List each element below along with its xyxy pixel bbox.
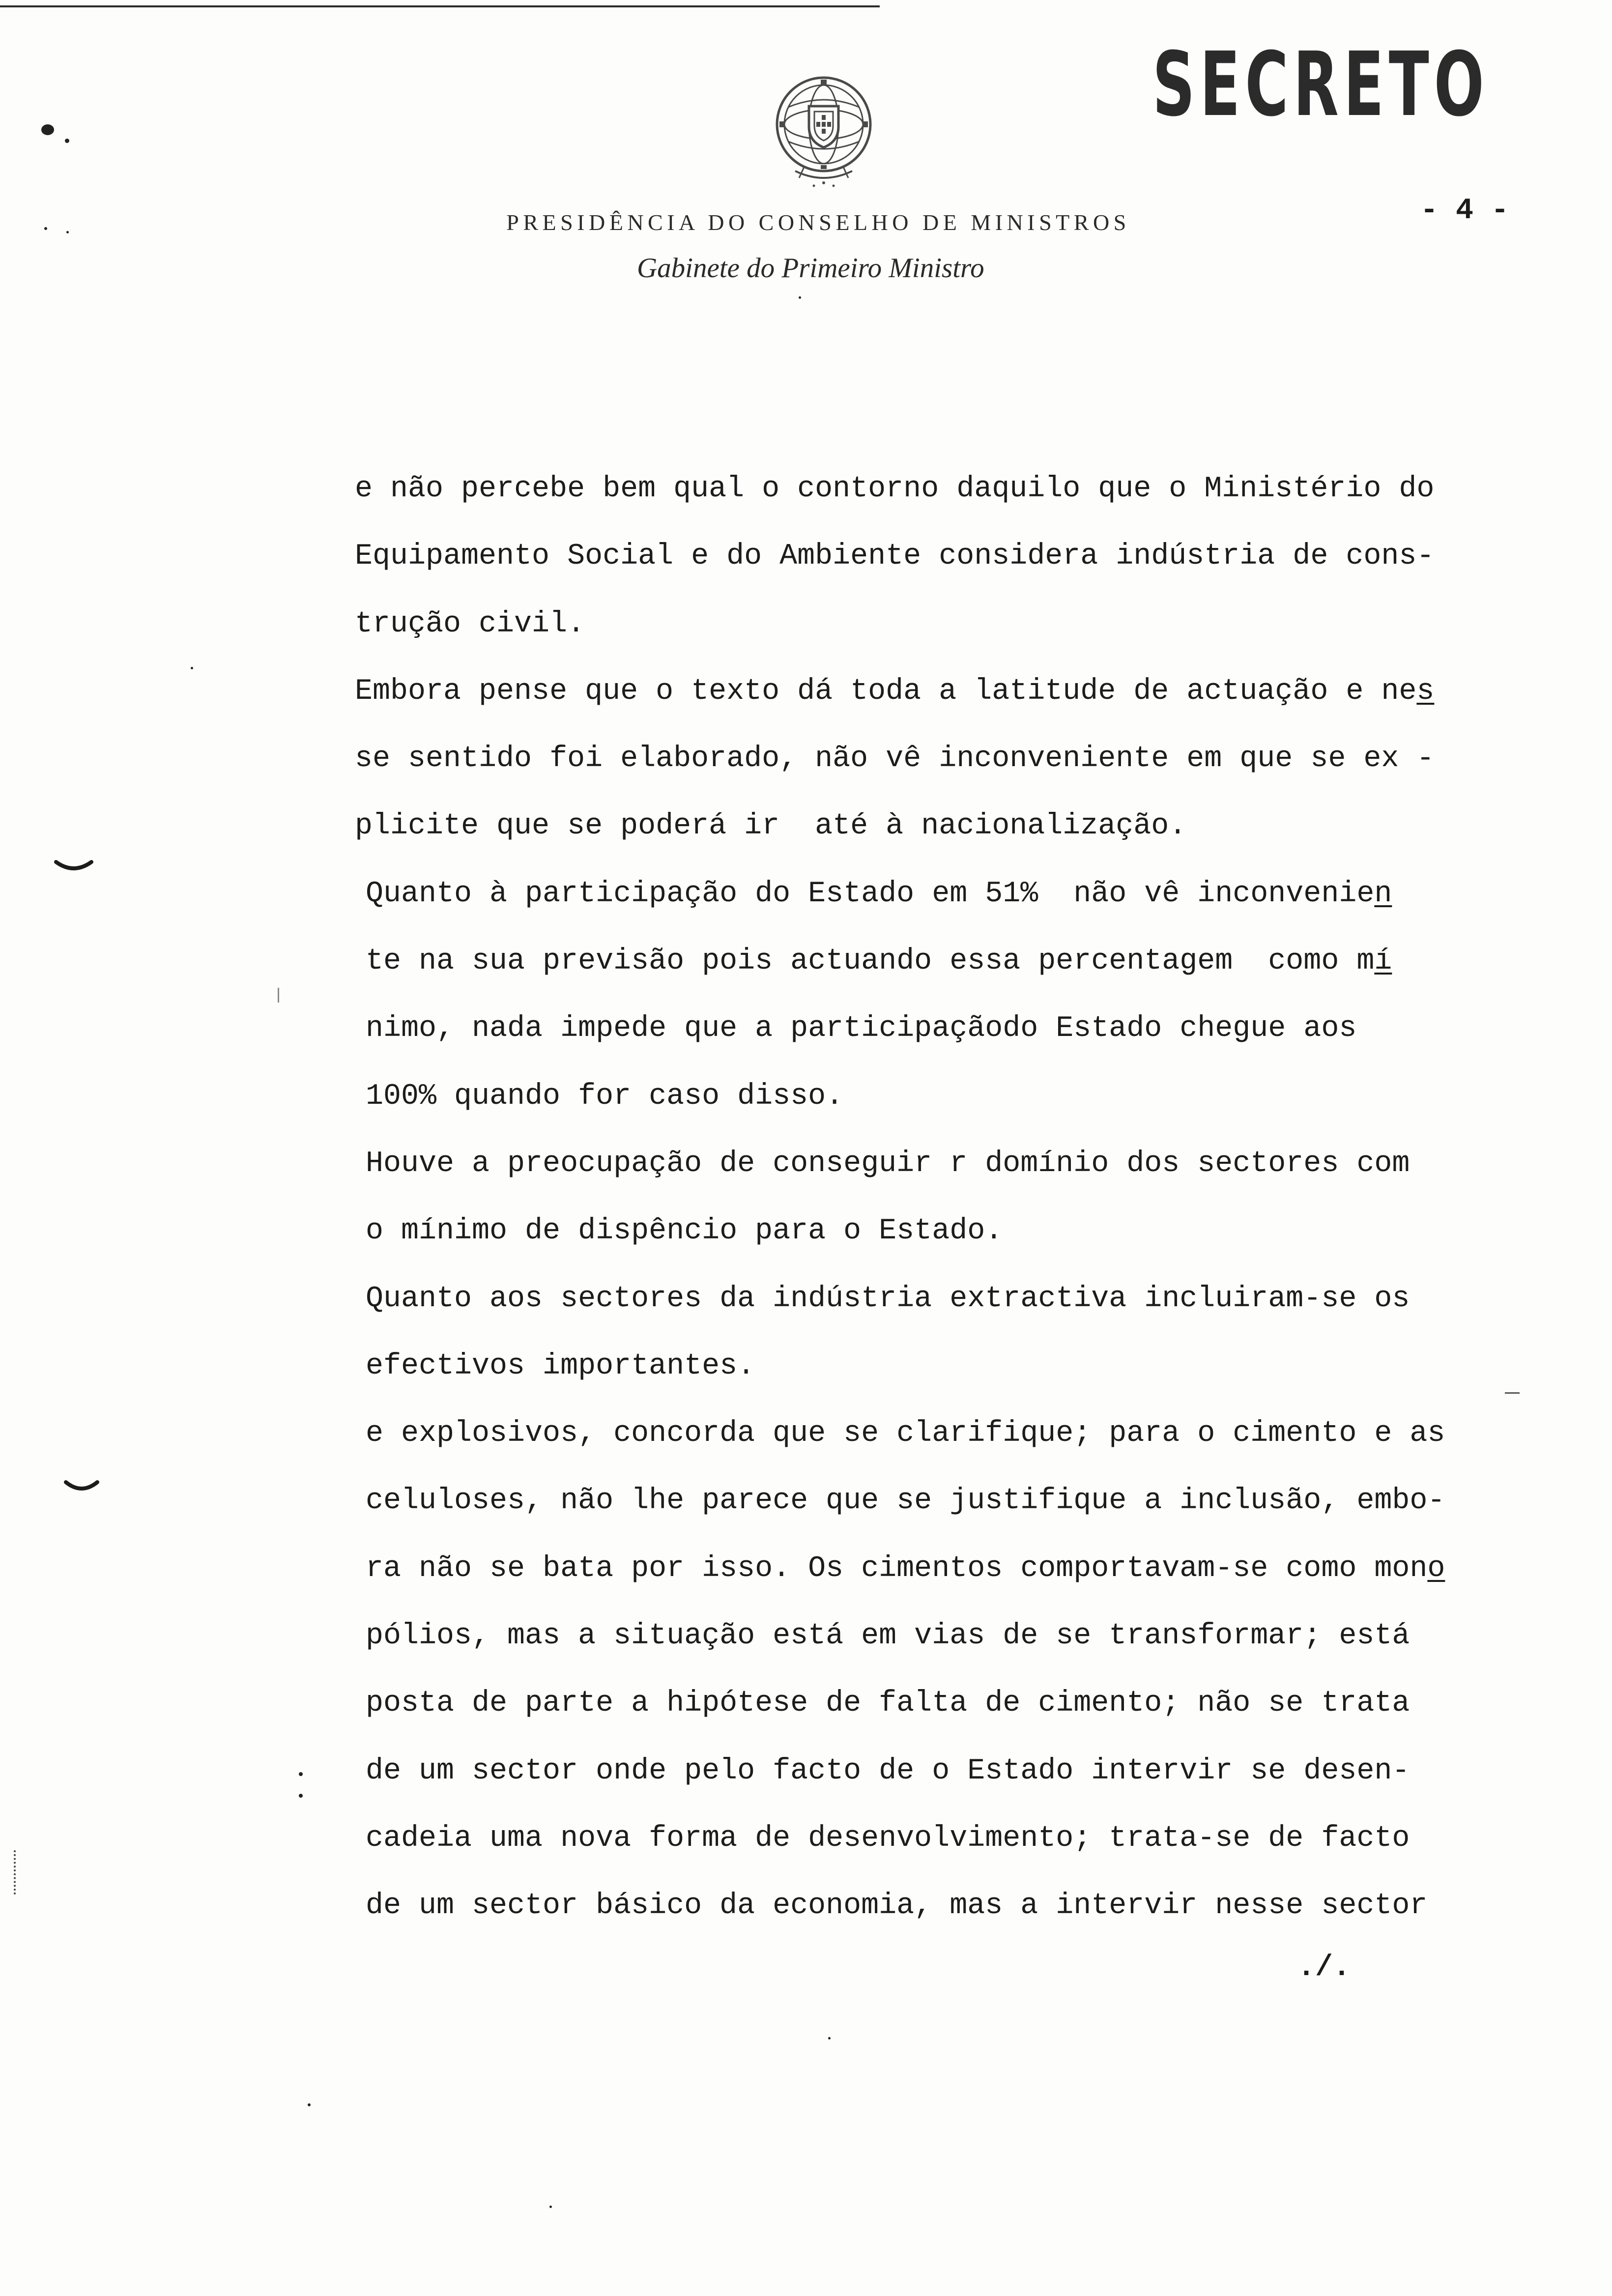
- scan-speck: [549, 2206, 552, 2208]
- body-line: cadeia uma nova forma de desenvolvimento; trata-se de facto: [366, 1821, 1410, 1855]
- body-line: 100% quando for caso disso.: [366, 1079, 844, 1113]
- continuation-underline: s: [1416, 674, 1435, 708]
- body-line: Equipamento Social e do Ambiente considera indústria de cons-: [355, 540, 1435, 574]
- body-line: e explosivos, concorda que se clarifique; para o cimento e as: [366, 1417, 1445, 1451]
- body-line: te na sua previsão pois actuando essa percentagem como mí: [366, 945, 1392, 978]
- body-line: plicite que se poderá ir até à nacionalização.: [355, 809, 1187, 843]
- body-line: pólios, mas a situação está em vias de se transformar; está: [366, 1619, 1410, 1653]
- body-line: celuloses, não lhe parece que se justifique a inclusão, embo-: [366, 1484, 1445, 1518]
- continuation-underline: o: [1427, 1551, 1445, 1585]
- scan-speck: [278, 988, 279, 1003]
- continuation-underline: n: [1374, 877, 1392, 911]
- body-line: Embora pense que o texto dá toda a latitude de actuação e nes: [355, 674, 1435, 708]
- scan-speck: [44, 227, 47, 230]
- hole-punch-mark: [54, 859, 93, 876]
- body-line: posta de parte a hipótese de falta de cimento; não se trata: [366, 1687, 1410, 1721]
- office-name: Gabinete do Primeiro Ministro: [637, 253, 984, 284]
- scan-speck: [828, 2037, 831, 2039]
- scan-speck: [66, 231, 69, 233]
- body-line: se sentido foi elaborado, não vê inconveniente em que se ex -: [355, 742, 1435, 776]
- scan-speck: [299, 1794, 303, 1798]
- scan-speck: [191, 667, 193, 669]
- organization-name: PRESIDÊNCIA DO CONSELHO DE MINISTROS: [506, 210, 1130, 235]
- top-rule: [0, 5, 880, 7]
- body-line: o mínimo de dispêncio para o Estado.: [366, 1214, 1003, 1248]
- body-line: e não percebe bem qual o contorno daquilo que o Ministério do: [355, 472, 1435, 506]
- coat-of-arms-icon: [765, 73, 883, 191]
- scan-speck: [299, 1772, 303, 1776]
- body-line: ra não se bata por isso. Os cimentos comportavam-se como mono: [366, 1551, 1445, 1585]
- scan-speck: [14, 1850, 16, 1894]
- body-line: trução civil.: [355, 607, 585, 641]
- scan-speck: [1505, 1392, 1520, 1394]
- body-line: nimo, nada impede que a participaçãodo Estado chegue aos: [366, 1012, 1357, 1046]
- hole-punch-mark: [64, 1479, 99, 1496]
- body-line: de um sector básico da economia, mas a intervir nesse sector: [366, 1889, 1428, 1923]
- body-line: Houve a preocupação de conseguir r domínio dos sectores com: [366, 1147, 1410, 1180]
- body-line: de um sector onde pelo facto de o Estado intervir se desen-: [366, 1754, 1410, 1788]
- page-number: - 4 -: [1420, 194, 1509, 228]
- continuation-underline: í: [1374, 945, 1392, 978]
- body-line: Quanto à participação do Estado em 51% não vê inconvenien: [366, 877, 1392, 911]
- body-text: [355, 456, 1445, 1940]
- body-line: Quanto aos sectores da indústria extractiva incluiram-se os: [366, 1282, 1410, 1316]
- scan-speck: [308, 2103, 311, 2106]
- body-line: efectivos importantes.: [366, 1349, 755, 1383]
- scan-speck: [65, 139, 69, 143]
- scan-speck: [799, 296, 801, 299]
- classification-stamp: SECRETO: [1152, 34, 1489, 137]
- scan-speck: [41, 124, 54, 135]
- continuation-mark: ./.: [1297, 1951, 1351, 1984]
